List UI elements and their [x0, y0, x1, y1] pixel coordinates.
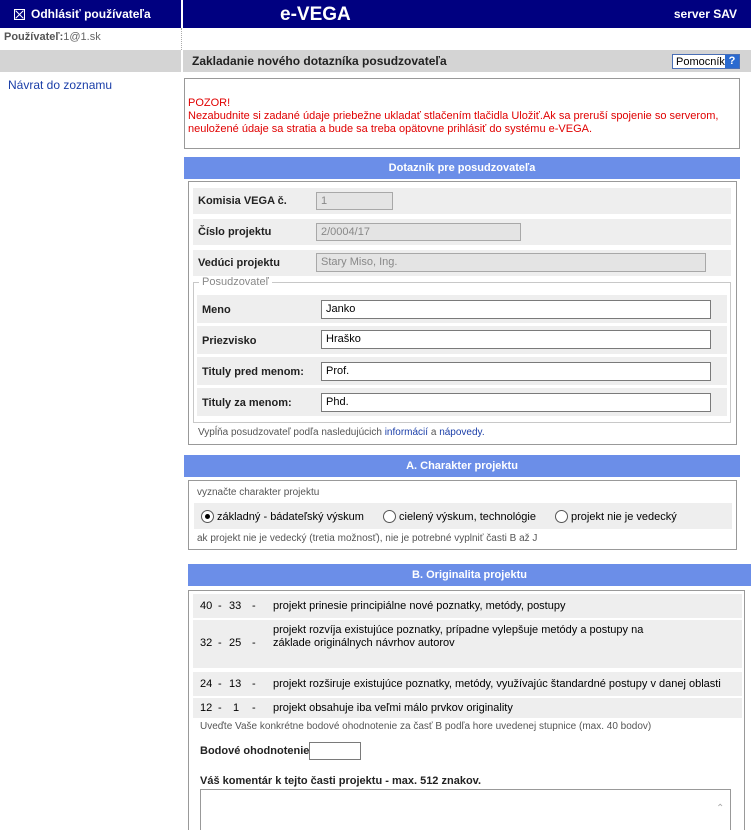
scale-desc-line-2: základe originálnych návrhov autorov — [273, 637, 455, 649]
page-title: Zakladanie nového dotazníka posudzovateľa — [192, 54, 447, 68]
radio-basic-research-label[interactable]: základný - bádateľský výskum — [217, 511, 364, 523]
section-a-hint: vyznačte charakter projektu — [197, 487, 320, 498]
reviewer-footnote — [198, 427, 485, 438]
help-label: Pomocník — [676, 55, 725, 68]
app-title: e-VEGA — [280, 4, 351, 25]
question-icon: ? — [725, 55, 739, 68]
project-number-field[interactable]: 2/0004/17 — [316, 223, 521, 241]
scale-to: 13 — [229, 678, 242, 690]
help-button[interactable] — [672, 54, 740, 69]
scale-to: 25 — [229, 637, 242, 649]
scale-from: 24 — [200, 678, 213, 690]
points-input[interactable] — [309, 742, 361, 760]
footnote-text: Vypĺňa posudzovateľ podľa nasledujúcich — [198, 427, 382, 438]
back-to-list-link[interactable]: Návrat do zoznamu — [8, 78, 113, 92]
server-label: server SAV — [673, 7, 737, 21]
user-value: 1@1.sk — [63, 31, 101, 43]
logout-button[interactable] — [0, 0, 181, 28]
section-a-note: ak projekt nie je vedecký (tretia možnosť), nie je potrebné vyplniť časti B až J — [197, 533, 538, 544]
commission-field[interactable]: 1 — [316, 192, 393, 210]
project-leader-field[interactable]: Stary Miso, Ing. — [316, 253, 706, 272]
scale-dash: - — [252, 702, 256, 714]
scale-dash: - — [252, 637, 256, 649]
info-link[interactable]: informácií — [384, 427, 429, 438]
scale-dash: - — [218, 637, 222, 649]
scale-from: 40 — [200, 600, 213, 612]
scale-desc: projekt rozširuje existujúce poznatky, metódy, využívajúc štandardné postupy v danej oblasti — [273, 678, 721, 690]
warning-title: POZOR! — [188, 97, 231, 109]
scale-desc: projekt prinesie principiálne nové poznatky, metódy, postupy — [273, 600, 566, 612]
scale-from: 12 — [200, 702, 213, 714]
section-title-b: B. Originalita projektu — [188, 564, 751, 586]
last-name-input[interactable]: Hraško — [321, 330, 711, 349]
scale-dash: - — [252, 600, 256, 612]
first-name-label: Meno — [202, 304, 231, 316]
titles-before-label: Tituly pred menom: — [202, 366, 304, 378]
section-title-a: A. Charakter projektu — [184, 455, 740, 477]
help-link[interactable]: nápovedy. — [439, 427, 485, 438]
scale-desc-line-1: projekt rozvíja existujúce poznatky, prípadne vylepšuje metódy a postupy na — [273, 624, 644, 636]
scale-dash: - — [218, 702, 222, 714]
scale-desc: projekt obsahuje iba veľmi málo prvkov originality — [273, 702, 513, 714]
reviewer-legend: Posudzovateľ — [199, 276, 272, 288]
radio-not-scientific-label[interactable]: projekt nie je vedecký — [571, 511, 677, 523]
sidebar-title-bar — [0, 50, 181, 72]
points-label: Bodové ohodnotenie — [200, 745, 310, 757]
titles-before-input[interactable]: Prof. — [321, 362, 711, 381]
warning-box — [184, 78, 740, 149]
footnote-and: a — [430, 427, 437, 438]
scroll-up-icon[interactable]: ⌃ — [716, 803, 725, 814]
radio-basic-research[interactable] — [201, 510, 214, 523]
first-name-input[interactable]: Janko — [321, 300, 711, 319]
warning-line-2: neuložené údaje sa stratia a bude sa treba opätovne prihlásiť do systému e-VEGA. — [188, 123, 593, 135]
user-label: Používateľ: — [4, 31, 64, 43]
comment-label: Váš komentár k tejto časti projektu - max. 512 znakov. — [200, 775, 482, 787]
section-title-questionnaire: Dotazník pre posudzovateľa — [184, 157, 740, 179]
comment-textarea[interactable] — [200, 789, 731, 830]
titles-after-label: Tituly za menom: — [202, 397, 292, 409]
user-info — [0, 28, 181, 48]
header-bar — [183, 0, 751, 28]
titles-after-input[interactable]: Phd. — [321, 393, 711, 412]
logout-label: Odhlásiť používateľa — [31, 7, 151, 21]
radio-not-scientific[interactable] — [555, 510, 568, 523]
divider — [181, 28, 182, 50]
scale-to: 33 — [229, 600, 242, 612]
project-leader-label: Vedúci projektu — [198, 257, 280, 269]
scale-from: 32 — [200, 637, 213, 649]
scale-to: 1 — [233, 702, 240, 714]
section-b-hint: Uveďte Vaše konkrétne bodové ohodnotenie za časť B podľa hore uvedenej stupnice (max. 40 bodov) — [200, 721, 652, 732]
commission-row — [193, 188, 731, 214]
project-number-label: Číslo projektu — [198, 226, 272, 238]
close-box-icon — [14, 9, 25, 20]
warning-line-1: Nezabudnite si zadané údaje priebežne ukladať stlačením tlačidla Uložiť.Ak sa preruší spojenie so serverom, — [188, 110, 719, 122]
scale-dash: - — [252, 678, 256, 690]
last-name-label: Priezvisko — [202, 335, 257, 347]
radio-applied-research-label[interactable]: cielený výskum, technológie — [399, 511, 536, 523]
scale-dash: - — [218, 600, 222, 612]
commission-label: Komisia VEGA č. — [198, 195, 287, 207]
radio-applied-research[interactable] — [383, 510, 396, 523]
scale-dash: - — [218, 678, 222, 690]
